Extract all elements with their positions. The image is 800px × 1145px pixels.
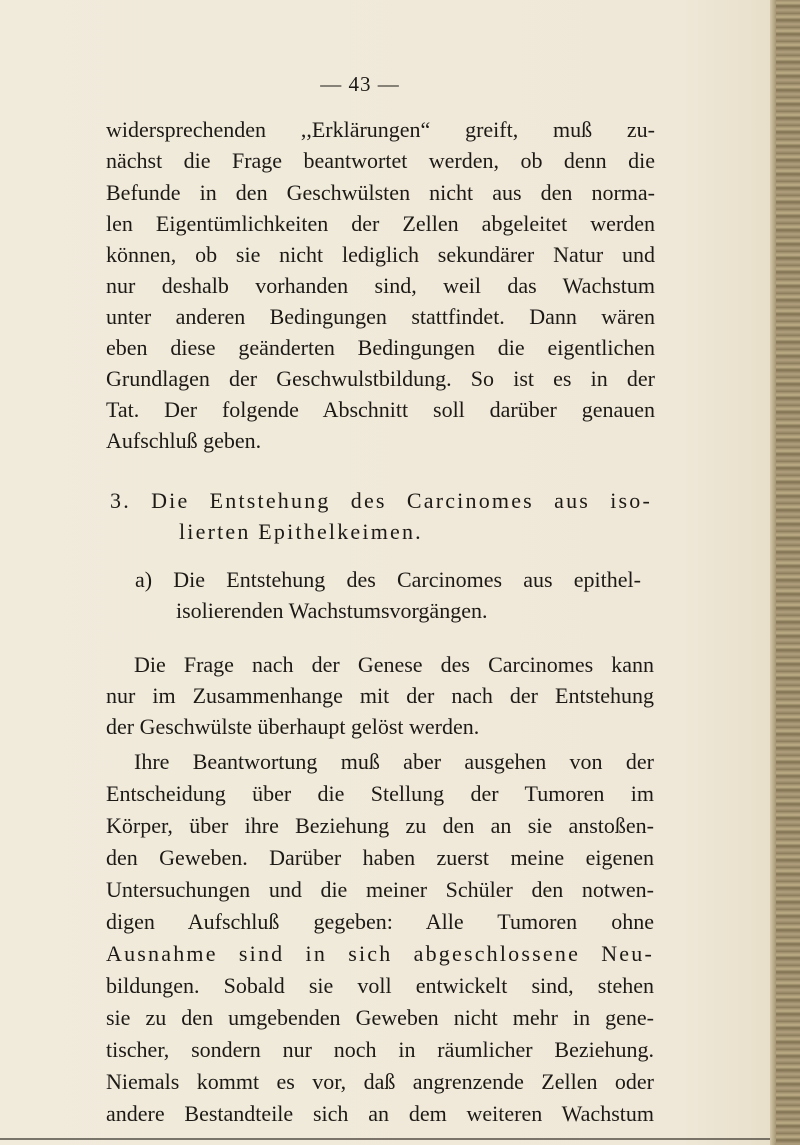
section-heading: 3. Die Entstehung des Carcinomes aus iso- [110,488,652,513]
text-line: tischer, sondern nur noch in räumlicher Beziehung. [106,1037,654,1062]
text-line: Körper, über ihre Beziehung zu den an sie anstoßen- [106,813,654,838]
text-line: Tat. Der folgende Abschnitt soll darüber genauen [106,397,655,422]
page-bottom-edge [0,1138,770,1140]
text-line: Untersuchungen und die meiner Schüler den notwen- [106,877,654,902]
text-line: eben diese geänderten Bedingungen die eigentlichen [106,335,655,360]
text-line: nur im Zusammenhange mit der nach der Entstehung [106,683,654,708]
text-line: nächst die Frage beantwortet werden, ob denn die [106,148,655,173]
text-line: Entscheidung über die Stellung der Tumoren im [106,781,654,806]
text-line: len Eigentümlichkeiten der Zellen abgeleitet werden [106,211,655,236]
text-line: unter anderen Bedingungen stattfindet. Dann wären [106,304,655,329]
text-line: digen Aufschluß gegeben: Alle Tumoren ohne [106,909,654,934]
subsection-heading: isolierenden Wachstumsvorgängen. [176,598,488,623]
text-line: Grundlagen der Geschwulstbildung. So ist es in der [106,366,655,391]
text-line: Ihre Beantwortung muß aber ausgehen von der [134,749,654,774]
section-heading: lierten Epithelkeimen. [179,519,423,544]
text-line: widersprechenden ,,Erklärungen“ greift, muß zu- [106,117,655,142]
text-line: Befunde in den Geschwülsten nicht aus den norma- [106,180,655,205]
text-line: können, ob sie nicht lediglich sekundärer Natur und [106,242,655,267]
text-line: Aufschluß geben. [106,428,262,453]
text-line: der Geschwülste überhaupt gelöst werden. [106,714,480,739]
text-line: nur deshalb vorhanden sind, weil das Wachstum [106,273,655,298]
text-line: andere Bestandteile sich an dem weiteren Wachstum [106,1101,654,1126]
page-edge [770,0,800,1145]
text-line: sie zu den umgebenden Geweben nicht mehr in gene- [106,1005,654,1030]
text-line: bildungen. Sobald sie voll entwickelt sind, stehen [106,973,654,998]
text-line: Niemals kommt es vor, daß angrenzende Zellen oder [106,1069,654,1094]
page-number: — 43 — [320,72,400,96]
text-line: Die Frage nach der Genese des Carcinomes kann [134,652,654,677]
text-line: den Geweben. Darüber haben zuerst meine eigenen [106,845,654,870]
emphasis-line: Ausnahme sind in sich abgeschlossene Neu- [106,941,654,966]
subsection-heading: a) Die Entstehung des Carcinomes aus epithel- [135,567,641,592]
